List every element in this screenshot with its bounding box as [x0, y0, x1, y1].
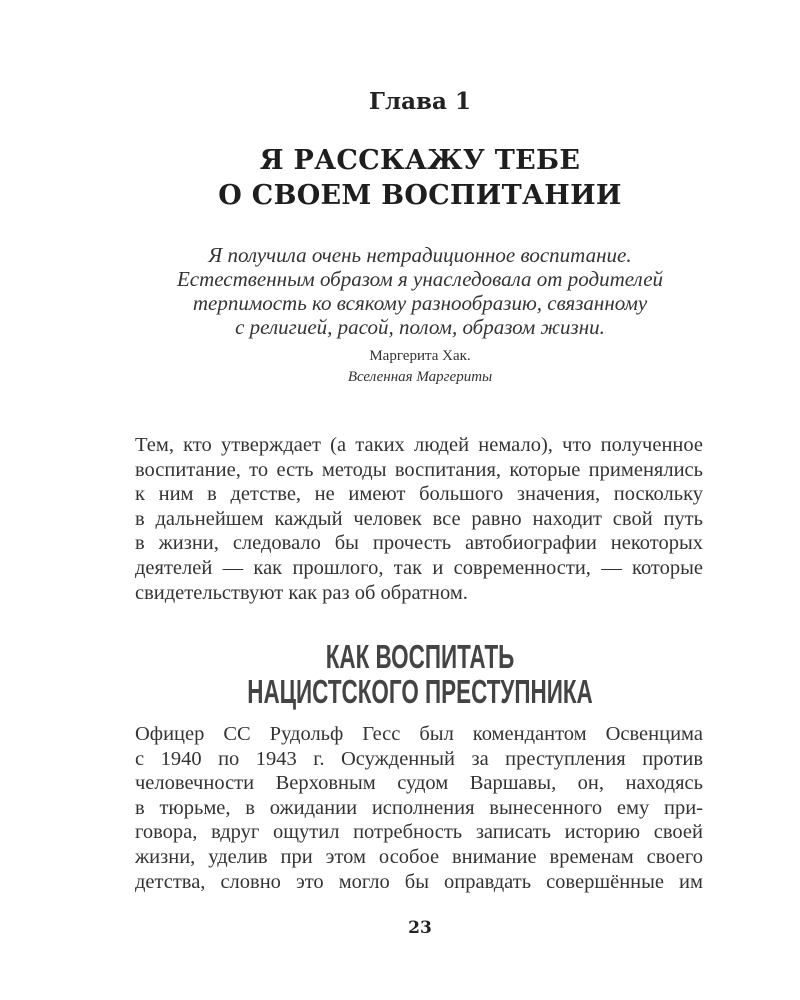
chapter-title-line-2: О СВОЕМ ВОСПИТАНИИ	[218, 180, 622, 211]
section-heading-line-1: КАК ВОСПИТАТЬ	[325, 638, 515, 675]
text-line: детства, словно это могло бы оправдать совершённые им	[135, 870, 703, 893]
text-line: Офицер СС Рудольф Гесс был комендантом Освенцима	[135, 723, 703, 745]
text-line: деятелей — как прошлого, так и современности, — которые	[135, 556, 703, 579]
paragraph-1	[135, 433, 703, 605]
page-number: 23	[408, 918, 432, 938]
epigraph-line: Естественным образом я унаследовала от родителей	[176, 267, 664, 291]
text-line: человечности Верховным судом Варшавы, он, находясь	[135, 772, 703, 795]
chapter-title-line-1: Я РАССКАЖУ ТЕБЕ	[259, 145, 581, 176]
text-line: к ним в детстве, не имеют большого значения, поскольку	[135, 483, 703, 506]
text-line: Тем, кто утверждает (а таких людей немало), что полученное	[135, 434, 703, 456]
epigraph-line: Я получила очень нетрадиционное воспитание.	[208, 243, 632, 267]
paragraph-2	[135, 722, 703, 894]
epigraph-line: с религией, расой, полом, образом жизни.	[235, 315, 605, 339]
text-line: в тюрьме, в ожидании исполнения вынесенного ему при-	[135, 796, 703, 819]
text-line: воспитание, то есть методы воспитания, которые применялись	[135, 458, 703, 481]
chapter-label: Глава 1	[369, 88, 471, 115]
epigraph-author: Маргерита Хак.	[369, 348, 471, 364]
epigraph-source: Вселенная Маргериты	[347, 369, 493, 385]
text-line: с 1940 по 1943 г. Осужденный за преступления против	[135, 747, 703, 770]
epigraph-line: терпимость ко всякому разнообразию, связанному	[192, 291, 648, 315]
section-heading-line-2: НАЦИСТСКОГО ПРЕСТУПНИКА	[247, 673, 593, 710]
text-line: свидетельствуют как раз об обратном.	[135, 581, 468, 604]
text-line: в дальнейшем каждый человек все равно находит свой путь	[135, 507, 703, 530]
text-line: жизни, уделив при этом особое внимание временам своего	[135, 845, 703, 868]
text-line: в жизни, следовало бы прочесть автобиографии некоторых	[135, 532, 703, 555]
text-line: говора, вдруг ощутил потребность записать историю своей	[135, 821, 703, 844]
